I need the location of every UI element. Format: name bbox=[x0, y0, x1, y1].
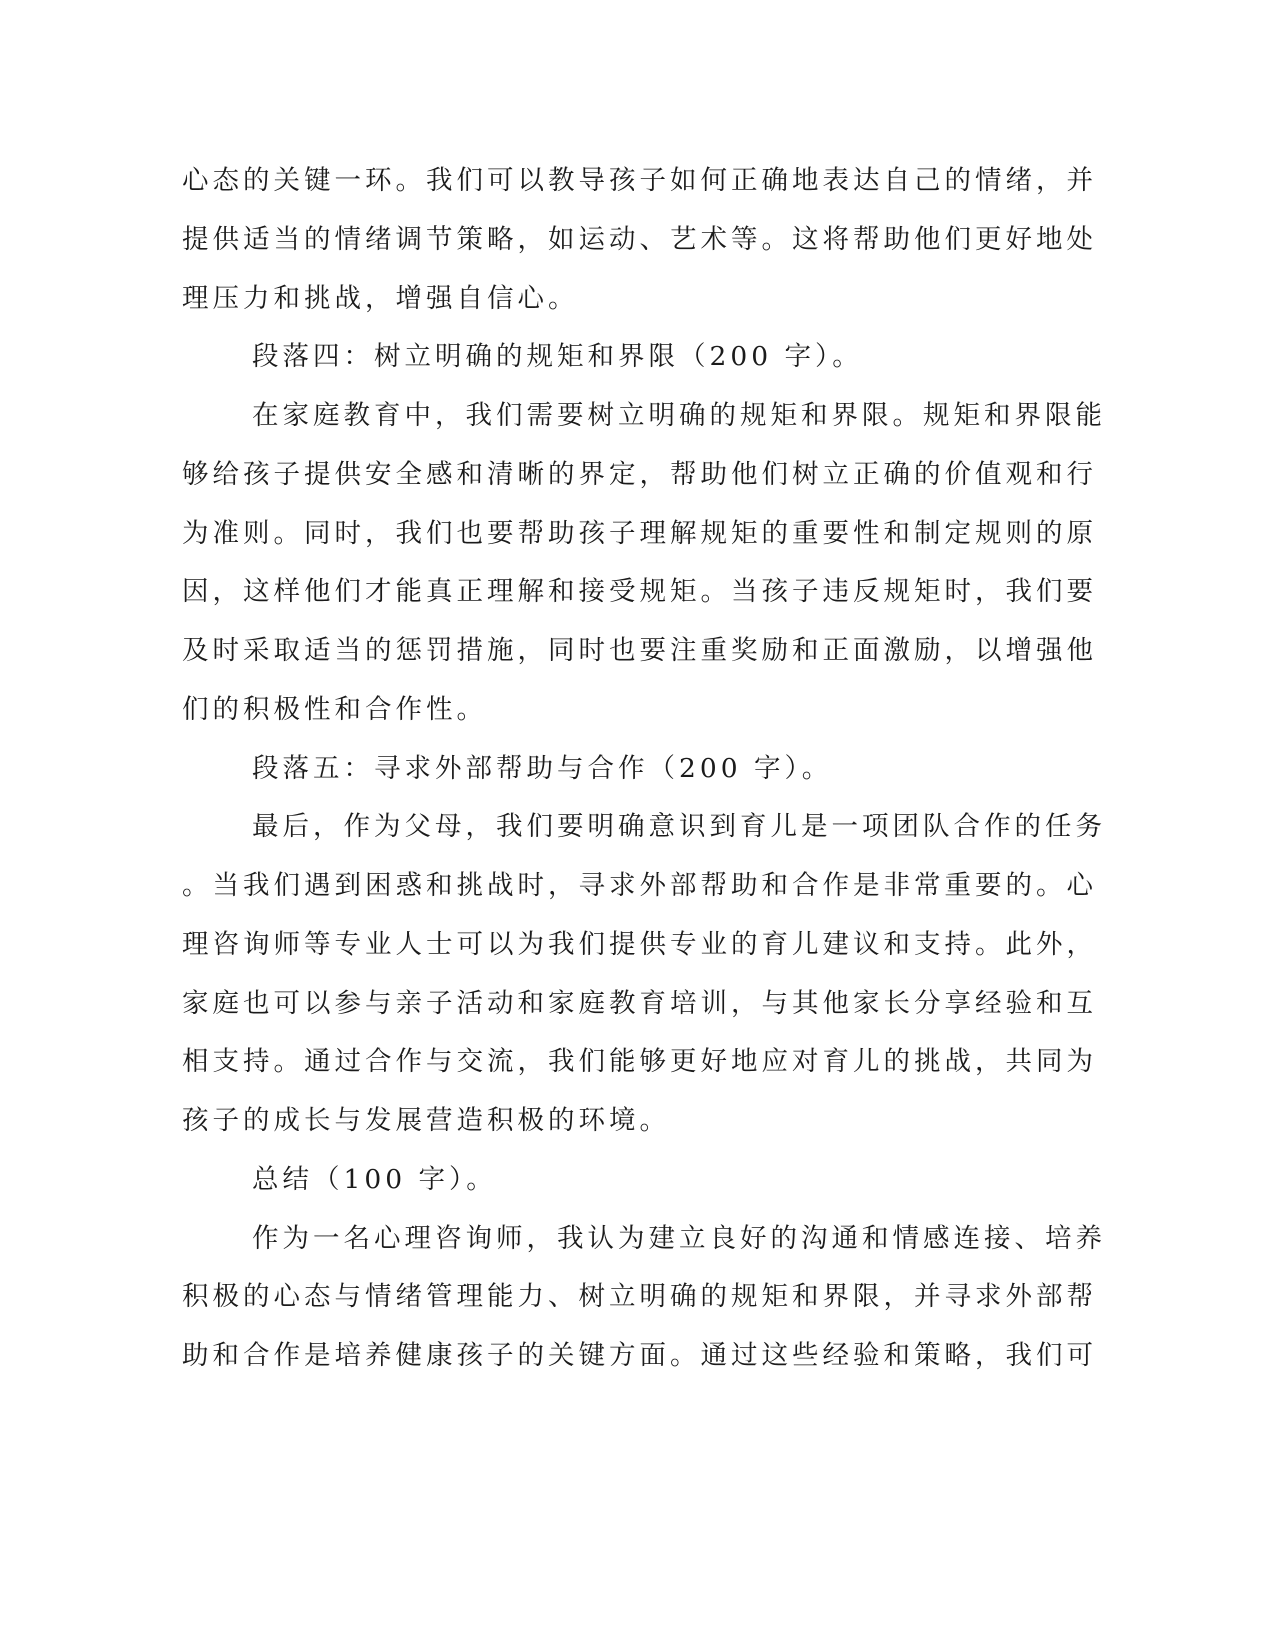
text-line: 因，这样他们才能真正理解和接受规矩。当孩子违反规矩时，我们要 bbox=[182, 576, 1097, 607]
text-line: 在家庭教育中，我们需要树立明确的规矩和界限。规矩和界限能 bbox=[252, 400, 1106, 431]
text-line: 们的积极性和合作性。 bbox=[182, 694, 487, 725]
text-line: 为准则。同时，我们也要帮助孩子理解规矩的重要性和制定规则的原 bbox=[182, 518, 1097, 549]
text-line: 理咨询师等专业人士可以为我们提供专业的育儿建议和支持。此外， bbox=[182, 929, 1097, 960]
text-line: 作为一名心理咨询师，我认为建立良好的沟通和情感连接、培养 bbox=[252, 1223, 1106, 1254]
text-line: 家庭也可以参与亲子活动和家庭教育培训，与其他家长分享经验和互 bbox=[182, 988, 1097, 1019]
text-line: 积极的心态与情绪管理能力、树立明确的规矩和界限，并寻求外部帮 bbox=[182, 1281, 1097, 1312]
text-line: 理压力和挑战，增强自信心。 bbox=[182, 283, 579, 314]
text-line: 助和合作是培养健康孩子的关键方面。通过这些经验和策略，我们可 bbox=[182, 1340, 1097, 1371]
text-line: 最后，作为父母，我们要明确意识到育儿是一项团队合作的任务 bbox=[252, 811, 1106, 842]
section-heading: 总结（100 字）。 bbox=[252, 1164, 497, 1195]
text-line: 及时采取适当的惩罚措施，同时也要注重奖励和正面激励，以增强他 bbox=[182, 635, 1097, 666]
section-heading: 段落五：寻求外部帮助与合作（200 字）。 bbox=[252, 753, 833, 784]
text-line: 心态的关键一环。我们可以教导孩子如何正确地表达自己的情绪，并 bbox=[182, 165, 1097, 196]
section-heading: 段落四：树立明确的规矩和界限（200 字）。 bbox=[252, 341, 863, 372]
text-line: 孩子的成长与发展营造积极的环境。 bbox=[182, 1105, 670, 1136]
text-line: 够给孩子提供安全感和清晰的界定，帮助他们树立正确的价值观和行 bbox=[182, 459, 1097, 490]
text-line: 相支持。通过合作与交流，我们能够更好地应对育儿的挑战，共同为 bbox=[182, 1046, 1097, 1077]
text-line: 提供适当的情绪调节策略，如运动、艺术等。这将帮助他们更好地处 bbox=[182, 224, 1097, 255]
text-line: 。当我们遇到困惑和挑战时，寻求外部帮助和合作是非常重要的。心 bbox=[182, 870, 1097, 901]
